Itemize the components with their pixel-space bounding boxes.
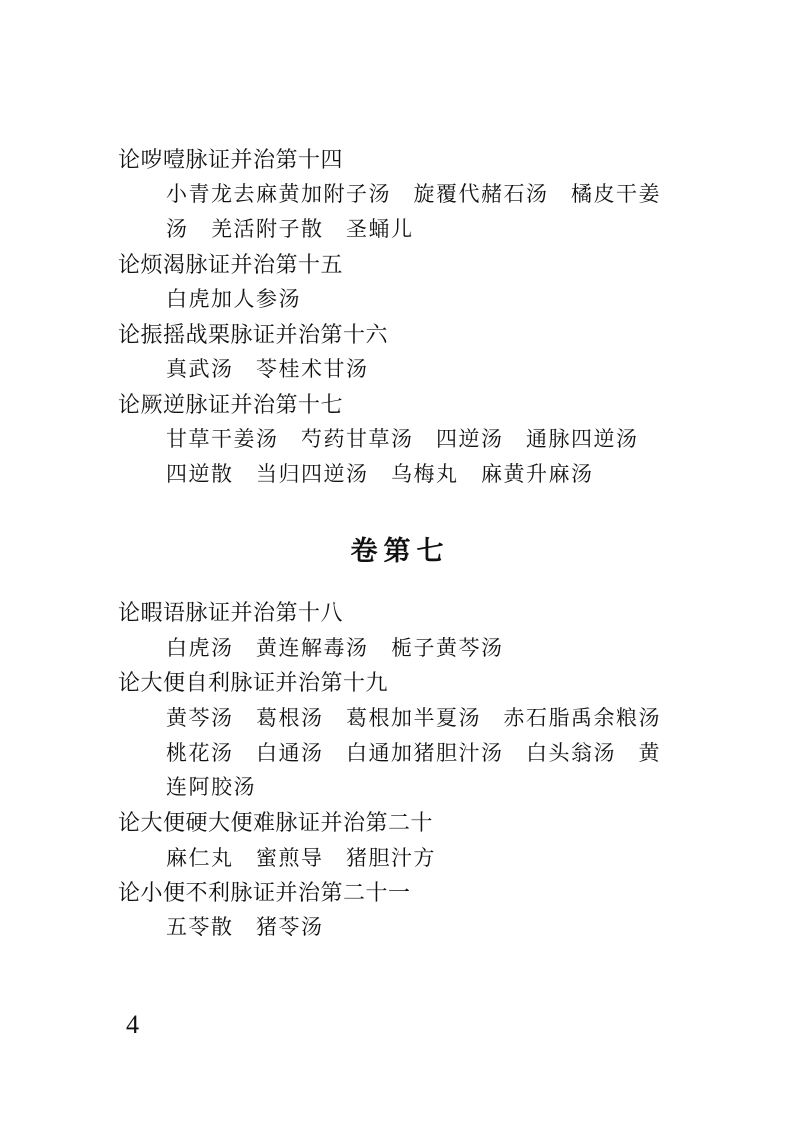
section-heading-17: 论厥逆脉证并治第十七 bbox=[118, 393, 344, 418]
formula-list-line: 四逆散 当归四逆汤 乌梅丸 麻黄升麻汤 bbox=[166, 462, 594, 486]
formula-list-line: 甘草干姜汤 芍药甘草汤 四逆汤 通脉四逆汤 bbox=[166, 427, 639, 451]
formula-list-line: 真武汤 苓桂术甘汤 bbox=[166, 357, 369, 381]
section-heading-18: 论暇语脉证并治第十八 bbox=[118, 601, 344, 626]
section-heading-19: 论大便自利脉证并治第十九 bbox=[118, 671, 389, 696]
section-heading-20: 论大便硬大便难脉证并治第二十 bbox=[118, 811, 434, 836]
section-heading-21: 论小便不利脉证并治第二十一 bbox=[118, 881, 411, 906]
formula-list-line: 连阿胶汤 bbox=[166, 775, 256, 799]
section-heading-14: 论哕噎脉证并治第十四 bbox=[118, 148, 344, 173]
section-heading-15: 论烦渴脉证并治第十五 bbox=[118, 253, 344, 278]
formula-list-line: 白虎汤 黄连解毒汤 栀子黄芩汤 bbox=[166, 636, 504, 660]
formula-list-line: 小青龙去麻黄加附子汤 旋覆代赭石汤 橘皮干姜 bbox=[166, 182, 661, 206]
formula-list-line: 五苓散 猪苓汤 bbox=[166, 915, 324, 939]
section-heading-16: 论振摇战栗脉证并治第十六 bbox=[118, 323, 389, 348]
formula-list-line: 汤 羌活附子散 圣蛹儿 bbox=[166, 217, 414, 241]
formula-list-line: 黄芩汤 葛根汤 葛根加半夏汤 赤石脂禹余粮汤 bbox=[166, 706, 661, 730]
formula-list-line: 麻仁丸 蜜煎导 猪胆汁方 bbox=[166, 846, 436, 870]
volume-title: 卷第七 bbox=[350, 536, 450, 567]
formula-list-line: 桃花汤 白通汤 白通加猪胆汁汤 白头翁汤 黄 bbox=[166, 741, 661, 765]
formula-list-line: 白虎加人参汤 bbox=[166, 287, 301, 311]
page-number: 4 bbox=[126, 1010, 139, 1039]
